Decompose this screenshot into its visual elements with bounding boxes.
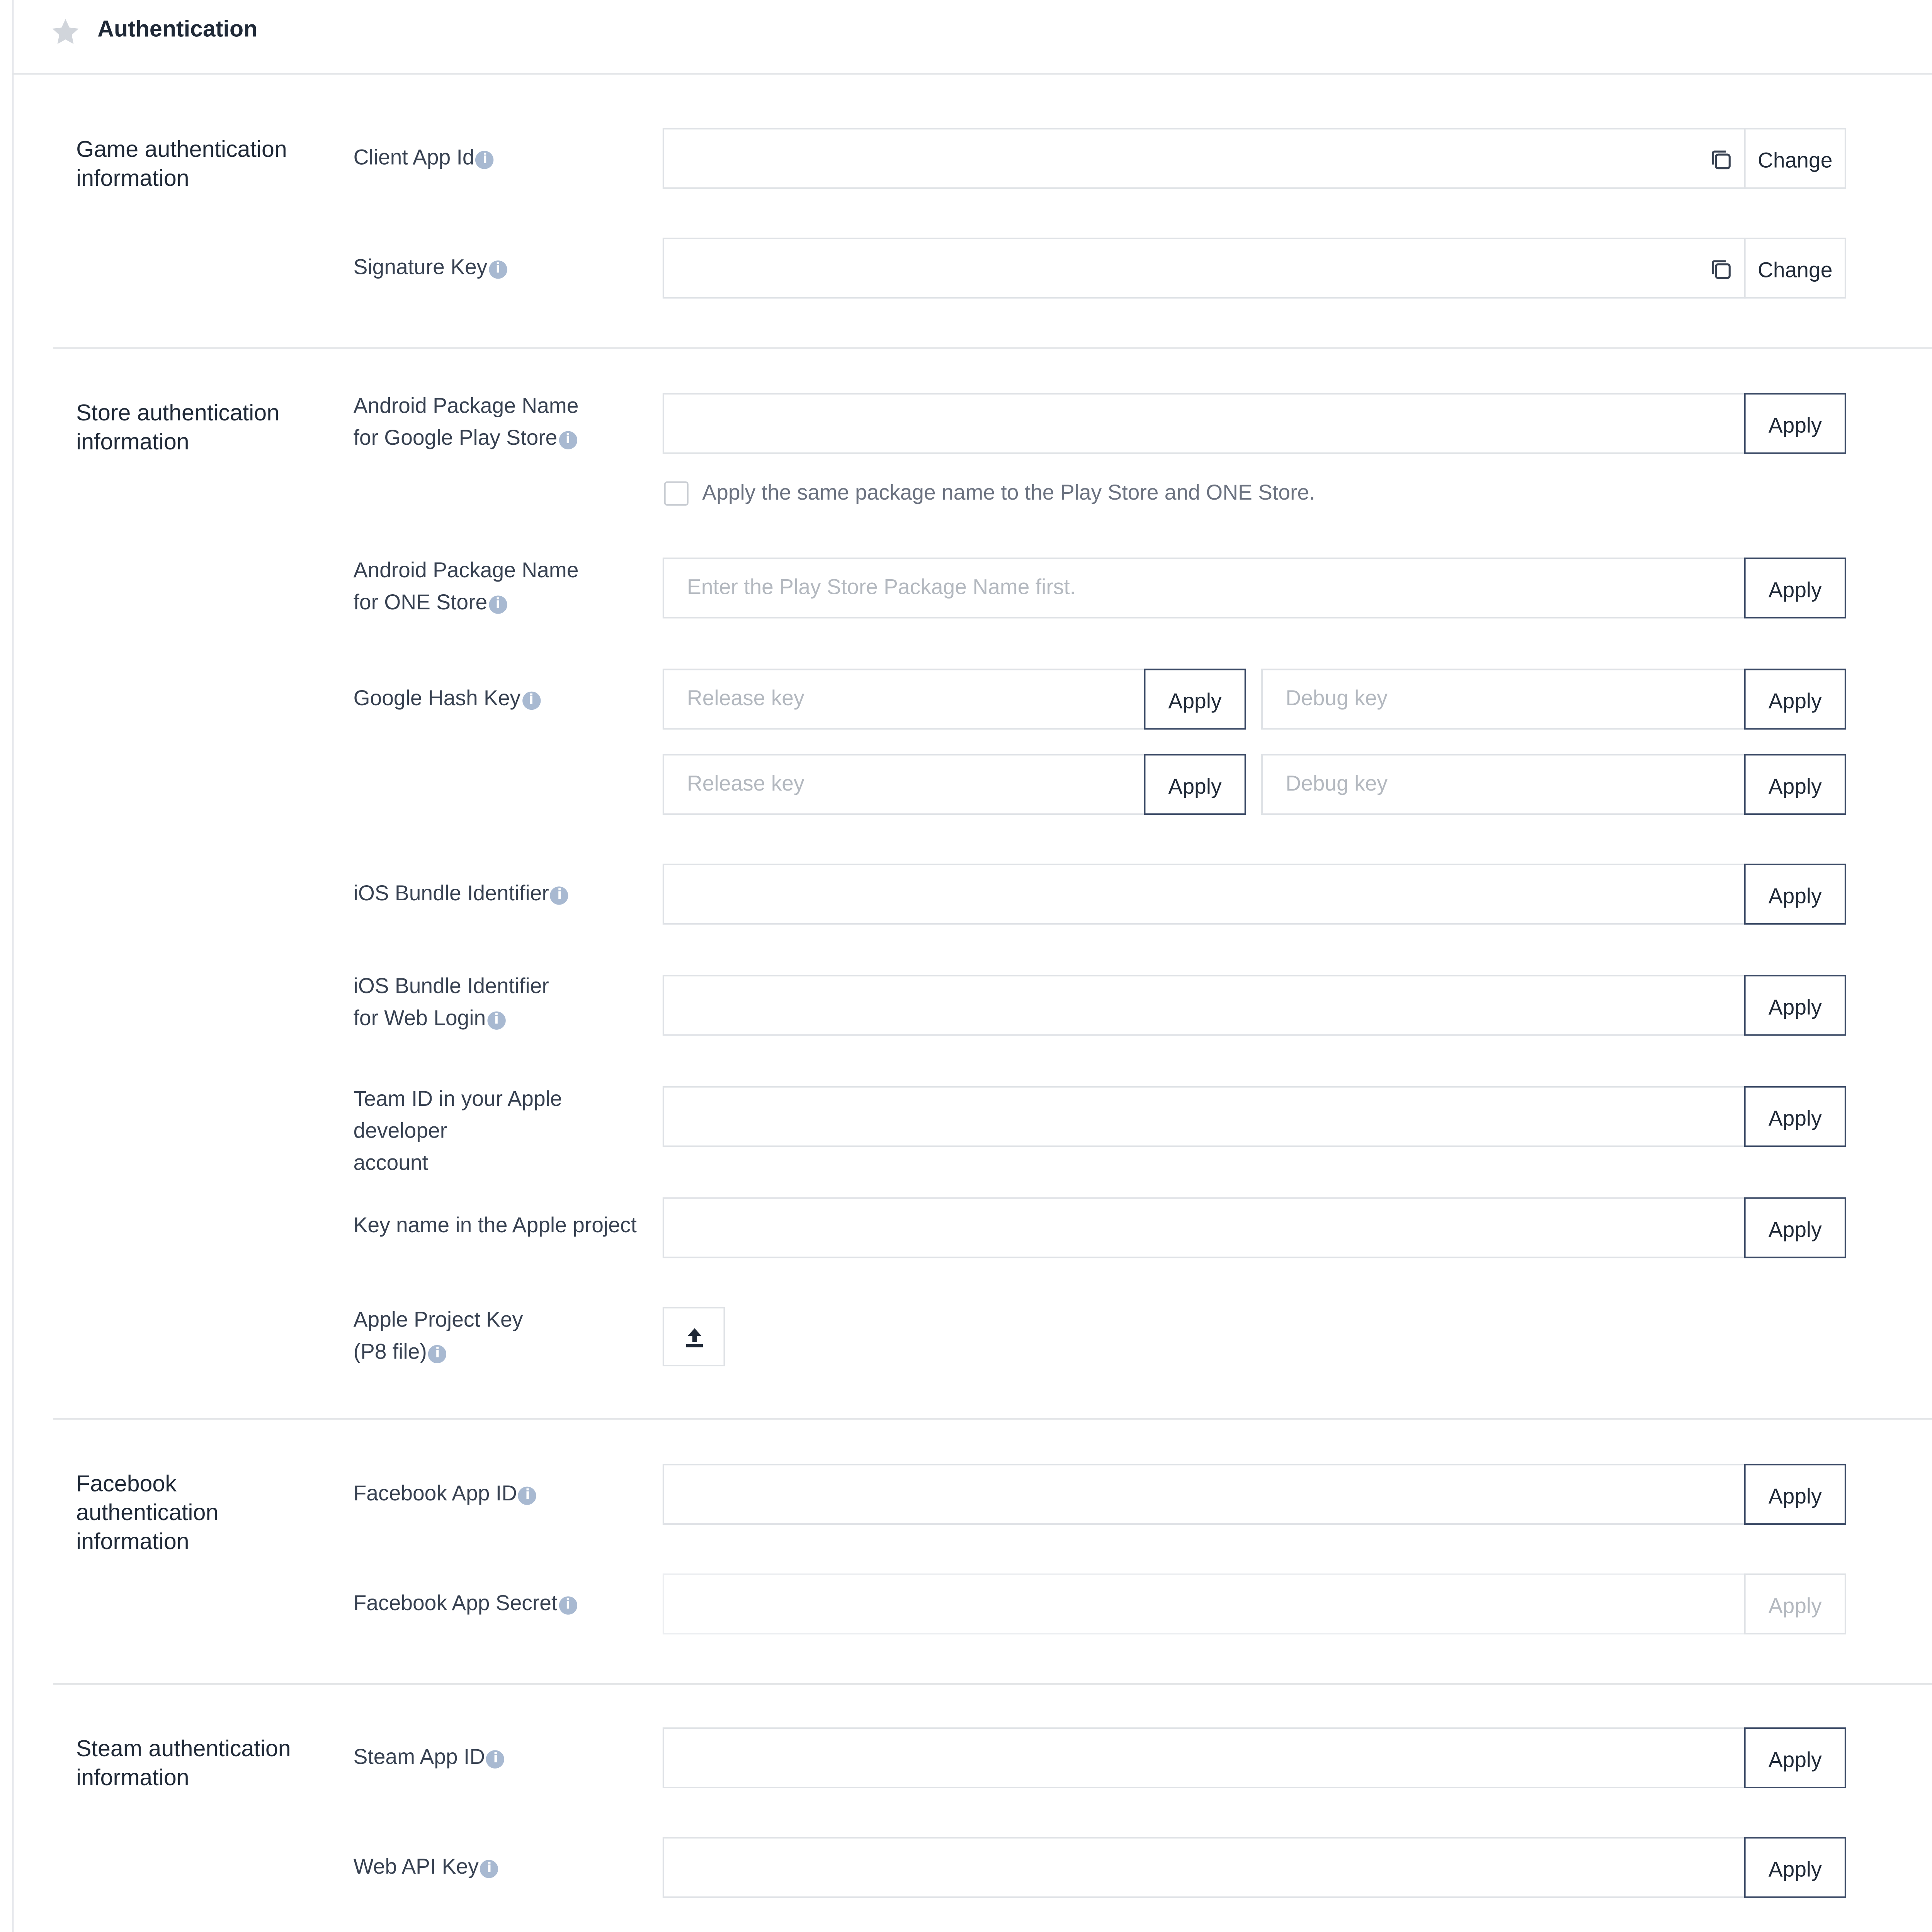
ios-bundle-label: iOS Bundle Identifier i: [354, 878, 661, 910]
apple-project-key-label: Apple Project Key (P8 file) i: [353, 1307, 523, 1364]
section-title-steam-auth: Steam authentication information: [76, 1736, 291, 1791]
signature-key-change-button[interactable]: Change: [1744, 238, 1846, 299]
signature-key-field[interactable]: [663, 238, 1746, 299]
info-icon[interactable]: i: [486, 1750, 505, 1768]
google-hash-key-label: Google Hash Key i: [354, 682, 661, 714]
client-app-id-change-button[interactable]: Change: [1744, 128, 1846, 189]
facebook-app-id-apply-button[interactable]: Apply: [1744, 1464, 1846, 1525]
one-store-package-input[interactable]: [663, 558, 1746, 619]
web-api-key-label: Web API Key i: [354, 1851, 661, 1883]
debug-key-apply-button[interactable]: Apply: [1744, 669, 1846, 730]
info-icon[interactable]: i: [559, 431, 577, 449]
ios-bundle-apply-button[interactable]: Apply: [1744, 864, 1846, 925]
apple-project-key-upload-button[interactable]: [663, 1307, 725, 1366]
info-icon[interactable]: i: [429, 1345, 447, 1363]
info-icon[interactable]: i: [487, 1012, 505, 1030]
facebook-app-id-input[interactable]: [663, 1464, 1746, 1525]
release-key-input[interactable]: [663, 669, 1146, 730]
info-icon[interactable]: i: [489, 595, 507, 614]
section-title-store-auth: Store authentication information: [76, 400, 280, 456]
key-name-label: Key name in the Apple project: [353, 1212, 637, 1237]
play-store-package-input[interactable]: [663, 393, 1746, 454]
debug-key-input[interactable]: [1261, 669, 1746, 730]
key-name-apply-button[interactable]: Apply: [1744, 1197, 1846, 1258]
section-title-game-auth: Game authentication information: [76, 137, 287, 192]
same-package-checkbox[interactable]: [664, 481, 689, 506]
key-name-input[interactable]: [663, 1197, 1746, 1258]
debug-key-input[interactable]: [1261, 754, 1746, 815]
upload-icon: [682, 1325, 707, 1350]
info-icon[interactable]: i: [522, 692, 540, 710]
info-icon[interactable]: i: [559, 1596, 577, 1614]
team-id-apply-button[interactable]: Apply: [1744, 1086, 1846, 1147]
info-icon[interactable]: i: [476, 151, 494, 169]
info-icon[interactable]: i: [480, 1860, 498, 1878]
release-key-placeholder: Release key: [687, 770, 804, 795]
debug-key-placeholder: Debug key: [1286, 685, 1388, 710]
web-api-key-apply-button[interactable]: Apply: [1744, 1837, 1846, 1898]
page-header: [12, 0, 1932, 75]
copy-icon[interactable]: [1709, 257, 1733, 282]
page-title: Authentication: [97, 17, 258, 43]
section-divider: [53, 347, 1932, 349]
section-divider: [53, 1418, 1932, 1420]
one-store-package-apply-button[interactable]: Apply: [1744, 558, 1846, 619]
ios-bundle-input[interactable]: [663, 864, 1746, 925]
web-api-key-input[interactable]: [663, 1837, 1746, 1898]
info-icon[interactable]: i: [489, 260, 507, 279]
signature-key-label: Signature Key i: [354, 251, 661, 283]
same-package-checkbox-label: Apply the same package name to the Play Store and ONE Store.: [702, 480, 1315, 504]
steam-app-id-label: Steam App ID i: [354, 1741, 661, 1773]
section-title-facebook-auth: Facebook authentication information: [76, 1471, 219, 1555]
release-key-input[interactable]: [663, 754, 1146, 815]
ios-bundle-web-input[interactable]: [663, 975, 1746, 1036]
client-app-id-field[interactable]: [663, 128, 1746, 189]
play-store-package-apply-button[interactable]: Apply: [1744, 393, 1846, 454]
info-icon[interactable]: i: [551, 886, 569, 905]
release-key-apply-button[interactable]: Apply: [1144, 754, 1246, 815]
ios-bundle-web-apply-button[interactable]: Apply: [1744, 975, 1846, 1036]
facebook-app-id-label: Facebook App ID i: [354, 1478, 661, 1510]
facebook-app-secret-input[interactable]: [663, 1573, 1746, 1634]
star-icon[interactable]: [50, 17, 81, 47]
one-store-package-placeholder: Enter the Play Store Package Name first.: [687, 574, 1076, 599]
release-key-placeholder: Release key: [687, 685, 804, 710]
steam-app-id-apply-button[interactable]: Apply: [1744, 1727, 1846, 1788]
one-store-package-label: Android Package Name for ONE Store i: [353, 557, 579, 614]
team-id-input[interactable]: [663, 1086, 1746, 1147]
play-store-package-label: Android Package Name for Google Play Store i: [353, 393, 579, 449]
release-key-apply-button[interactable]: Apply: [1144, 669, 1246, 730]
debug-key-apply-button[interactable]: Apply: [1744, 754, 1846, 815]
client-app-id-label: Client App Id i: [354, 142, 661, 174]
info-icon[interactable]: i: [519, 1486, 537, 1505]
team-id-label: Team ID in your Apple developer account: [353, 1086, 562, 1175]
ios-bundle-web-label: iOS Bundle Identifier for Web Login i: [353, 973, 549, 1030]
debug-key-placeholder: Debug key: [1286, 770, 1388, 795]
steam-app-id-input[interactable]: [663, 1727, 1746, 1788]
facebook-app-secret-apply-button[interactable]: Apply: [1744, 1573, 1846, 1634]
page-left-border: [12, 0, 14, 1932]
facebook-app-secret-label: Facebook App Secret i: [354, 1587, 661, 1619]
section-divider: [53, 1683, 1932, 1685]
copy-icon[interactable]: [1709, 148, 1733, 172]
